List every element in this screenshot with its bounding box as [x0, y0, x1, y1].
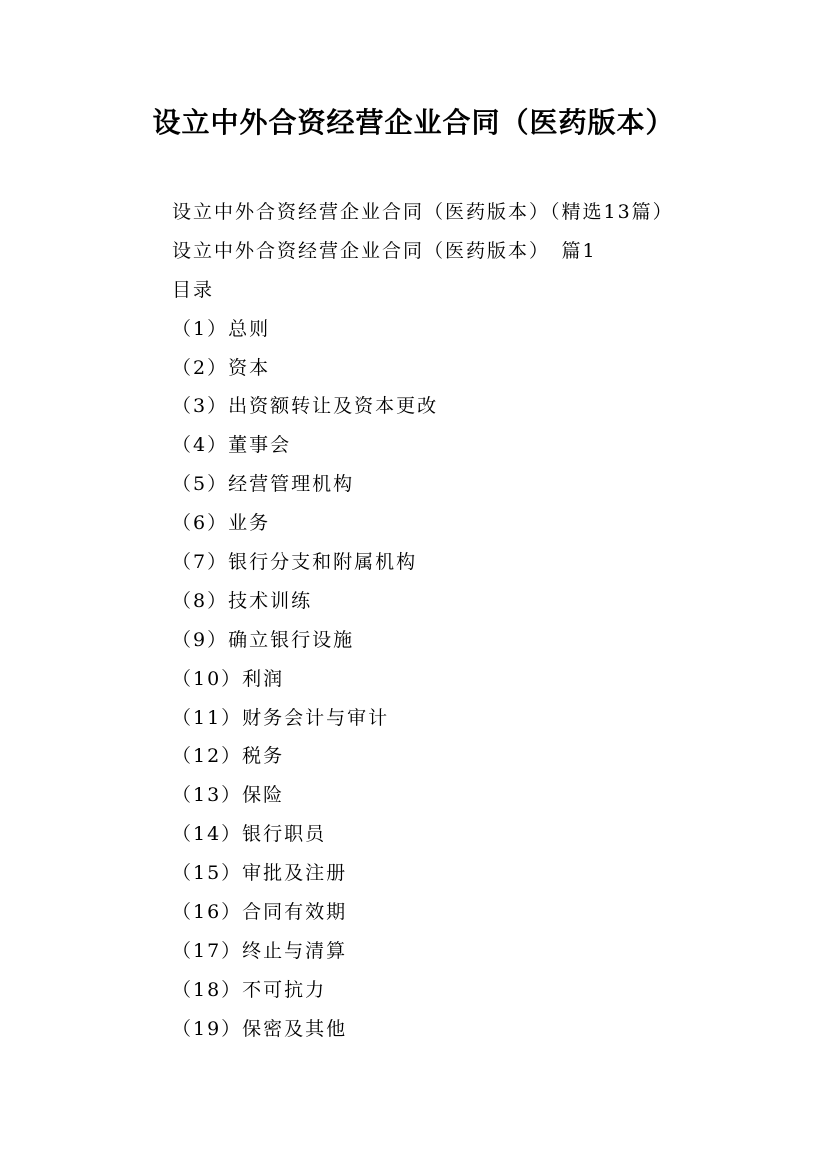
toc-item: （9）确立银行设施	[172, 628, 355, 651]
table-of-contents	[172, 313, 792, 1052]
toc-item: （16）合同有效期	[172, 901, 348, 924]
toc-item: （3）出资额转让及资本更改	[172, 395, 439, 418]
toc-item: （10）利润	[172, 667, 285, 690]
toc-item: （19）保密及其他	[172, 1017, 348, 1040]
toc-label: 目录	[172, 278, 215, 301]
toc-item: （5）经营管理机构	[172, 473, 355, 496]
toc-item: （2）资本	[172, 356, 271, 379]
toc-item: （8）技术训练	[172, 589, 313, 612]
toc-item: （11）财务会计与审计	[172, 706, 390, 729]
document-subtitle: 设立中外合资经营企业合同（医药版本）（精选13篇）	[172, 201, 674, 223]
toc-item: （13）保险	[172, 784, 285, 807]
toc-item: （6）业务	[172, 512, 271, 535]
toc-item: （4）董事会	[172, 434, 292, 457]
toc-item: （7）银行分支和附属机构	[172, 551, 418, 574]
toc-item: （17）终止与清算	[172, 939, 348, 962]
section-heading: 设立中外合资经营企业合同（医药版本） 篇1	[172, 239, 597, 262]
toc-item: （15）审批及注册	[172, 862, 348, 885]
toc-item: （12）税务	[172, 745, 285, 768]
toc-item: （1）总则	[172, 317, 271, 340]
toc-item: （18）不可抗力	[172, 978, 327, 1001]
document-title: 设立中外合资经营企业合同（医药版本）	[152, 106, 675, 139]
toc-item: （14）银行职员	[172, 823, 327, 846]
document-body	[172, 196, 792, 1052]
